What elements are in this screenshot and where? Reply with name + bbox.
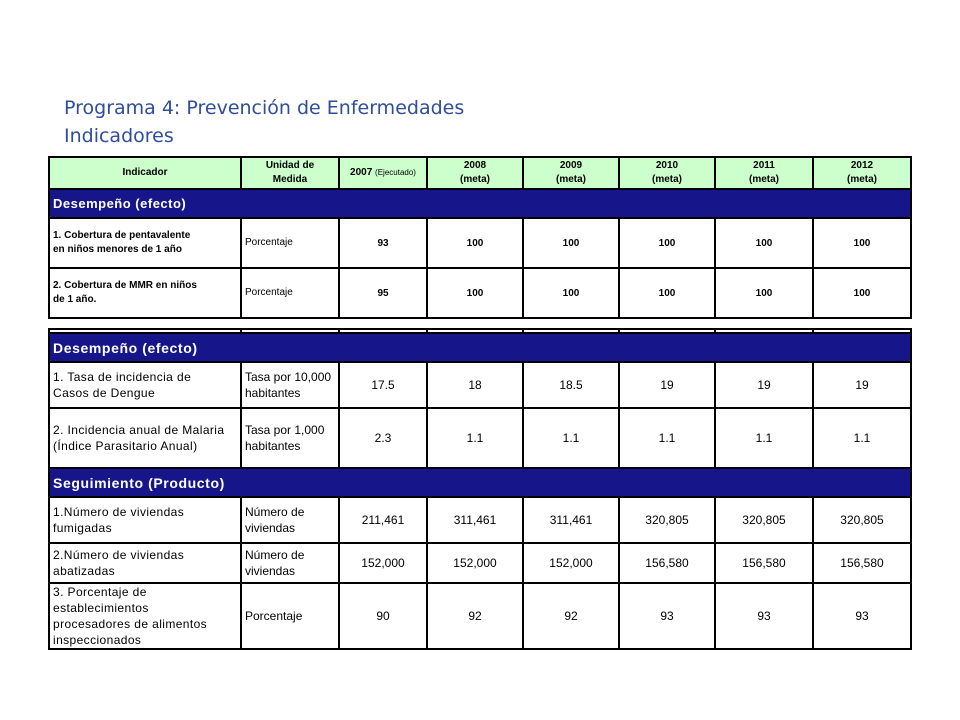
- value-cell: 100: [619, 218, 715, 268]
- indicator-cell: 3. Porcentaje de establecimientos procesadores de alimentos inspeccionados: [49, 583, 241, 649]
- indicator-cell: 2.Número de viviendas abatizadas: [49, 543, 241, 583]
- section-row: [49, 333, 911, 362]
- header-2008: 2008 (meta): [427, 157, 523, 189]
- value-cell: 1.1: [715, 408, 813, 468]
- table-row: [49, 268, 911, 318]
- value-cell: 100: [523, 218, 619, 268]
- table-row: [49, 583, 911, 649]
- slide-title: [64, 94, 464, 150]
- value-cell: 93: [715, 583, 813, 649]
- value-cell: 152,000: [523, 543, 619, 583]
- title-line-1: Programa 4: Prevención de Enfermedades: [64, 97, 465, 119]
- value-cell: 100: [715, 268, 813, 318]
- value-cell: 156,580: [619, 543, 715, 583]
- unit-cell: Tasa por 1,000 habitantes: [241, 408, 339, 468]
- value-cell: 1.1: [813, 408, 911, 468]
- value-cell: 100: [813, 218, 911, 268]
- header-2009: 2009 (meta): [523, 157, 619, 189]
- value-cell: 1.1: [523, 408, 619, 468]
- table-row: [49, 543, 911, 583]
- indicator-cell: 1.Número de viviendas fumigadas: [49, 497, 241, 543]
- unit-cell: Número de viviendas: [241, 543, 339, 583]
- section-seguimiento: Seguimiento (Producto): [49, 468, 911, 497]
- indicator-cell: 1. Cobertura de pentavalente en niños menores de 1 año: [49, 218, 241, 268]
- value-cell: 1.1: [619, 408, 715, 468]
- table-row: [49, 408, 911, 468]
- value-cell: 320,805: [715, 497, 813, 543]
- indicator-cell: 2. Incidencia anual de Malaria (Índice Parasitario Anual): [49, 408, 241, 468]
- value-cell: 320,805: [619, 497, 715, 543]
- value-cell: 93: [619, 583, 715, 649]
- value-cell: 19: [715, 362, 813, 408]
- header-2012: 2012 (meta): [813, 157, 911, 189]
- header-unidad: Unidad de Medida: [241, 157, 339, 189]
- indicators-table-2: [48, 328, 912, 650]
- table-row: [49, 218, 911, 268]
- value-cell: 90: [339, 583, 427, 649]
- value-cell: 95: [339, 268, 427, 318]
- value-cell: 18.5: [523, 362, 619, 408]
- value-cell: 2.3: [339, 408, 427, 468]
- header-indicador: Indicador: [49, 157, 241, 189]
- value-cell: 100: [427, 218, 523, 268]
- value-cell: 100: [427, 268, 523, 318]
- indicator-cell: 2. Cobertura de MMR en niños de 1 año.: [49, 268, 241, 318]
- value-cell: 211,461: [339, 497, 427, 543]
- value-cell: 320,805: [813, 497, 911, 543]
- value-cell: 17.5: [339, 362, 427, 408]
- section-row: [49, 189, 911, 218]
- value-cell: 92: [427, 583, 523, 649]
- unit-cell: Porcentaje: [241, 218, 339, 268]
- value-cell: 1.1: [427, 408, 523, 468]
- value-cell: 311,461: [427, 497, 523, 543]
- unit-cell: Porcentaje: [241, 268, 339, 318]
- title-line-2: Indicadores: [64, 125, 174, 147]
- value-cell: 19: [813, 362, 911, 408]
- header-2007: 2007 (Ejecutado): [339, 157, 427, 189]
- value-cell: 156,580: [813, 543, 911, 583]
- table-row: [49, 362, 911, 408]
- unit-cell: Tasa por 10,000 habitantes: [241, 362, 339, 408]
- section-desempeno-2: Desempeño (efecto): [49, 333, 911, 362]
- header-row: [49, 157, 911, 189]
- value-cell: 100: [715, 218, 813, 268]
- value-cell: 152,000: [339, 543, 427, 583]
- section-desempeno: Desempeño (efecto): [49, 189, 911, 218]
- table-row: [49, 497, 911, 543]
- value-cell: 100: [619, 268, 715, 318]
- header-2011: 2011 (meta): [715, 157, 813, 189]
- value-cell: 311,461: [523, 497, 619, 543]
- indicator-cell: 1. Tasa de incidencia de Casos de Dengue: [49, 362, 241, 408]
- value-cell: 18: [427, 362, 523, 408]
- value-cell: 100: [523, 268, 619, 318]
- unit-cell: Número de viviendas: [241, 497, 339, 543]
- unit-cell: Porcentaje: [241, 583, 339, 649]
- value-cell: 100: [813, 268, 911, 318]
- value-cell: 93: [813, 583, 911, 649]
- value-cell: 19: [619, 362, 715, 408]
- section-row: [49, 468, 911, 497]
- value-cell: 156,580: [715, 543, 813, 583]
- header-2010: 2010 (meta): [619, 157, 715, 189]
- value-cell: 92: [523, 583, 619, 649]
- value-cell: 152,000: [427, 543, 523, 583]
- indicators-table-1: [48, 156, 912, 319]
- value-cell: 93: [339, 218, 427, 268]
